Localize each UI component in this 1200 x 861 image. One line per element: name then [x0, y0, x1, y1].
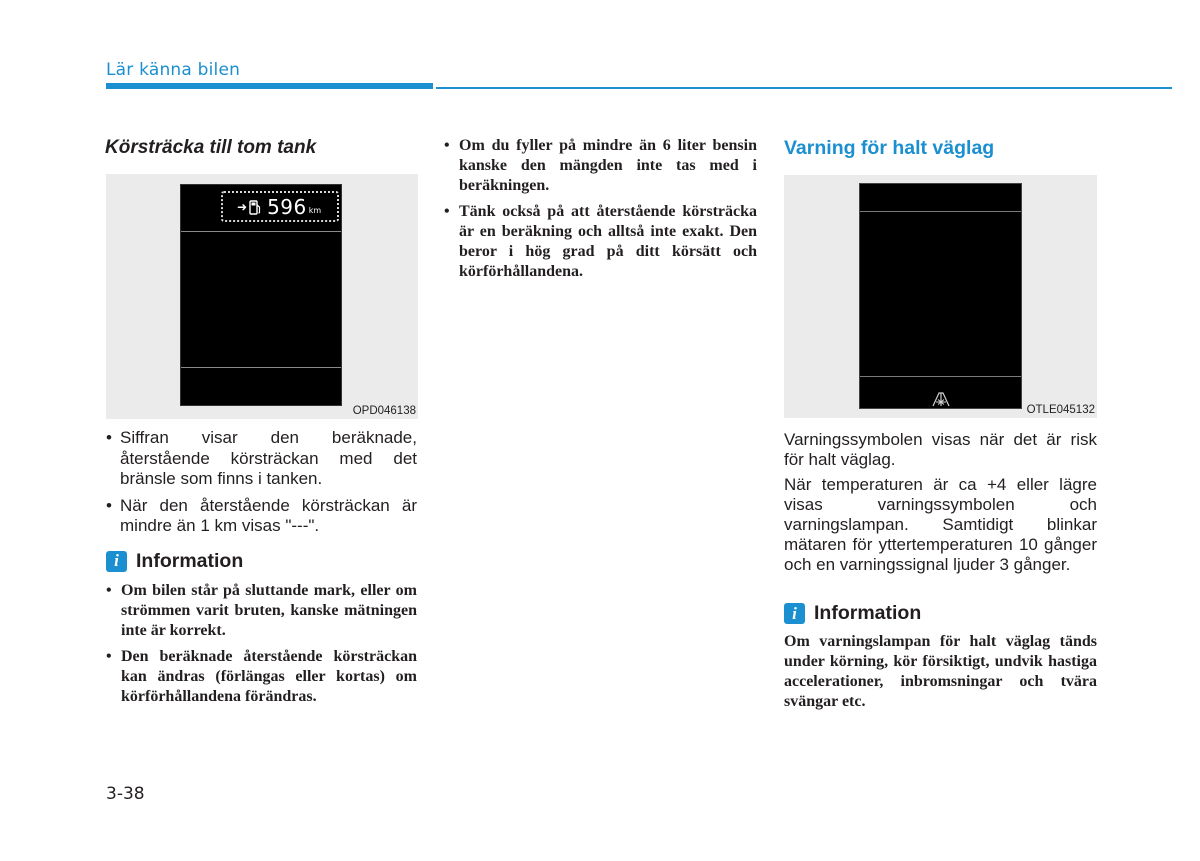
paragraph: Varningssymbolen visas när det är risk för halt väglag. — [784, 430, 1097, 469]
figure-icy-road-warning — [784, 175, 1097, 418]
section-title: Lär känna bilen — [106, 60, 241, 80]
middle-column — [444, 137, 757, 288]
header-rule-thin — [436, 87, 1172, 89]
display-divider — [181, 231, 341, 232]
range-value: 596 — [267, 194, 307, 219]
fuel-pump-icon — [249, 199, 261, 215]
distance-bullets — [106, 428, 417, 537]
list-item: • När den återstående körsträckan är mindre än 1 km visas "---". — [106, 496, 417, 537]
list-item: • Om du fyller på mindre än 6 liter bensin kanske den mängden inte tas med i beräkningen. — [444, 136, 757, 196]
list-item: • Tänk också på att återstående körsträcka är en beräkning och alltså inte exakt. Den beror i hög grad på ditt körsätt och körförhållandena. — [444, 202, 757, 282]
range-unit: km — [308, 206, 322, 215]
heading-icy-road-warning: Varning för halt väglag — [784, 137, 995, 159]
figure-caption: OPD046138 — [352, 405, 416, 417]
list-item: • Den beräknade återstående körsträckan kan ändras (förlängas eller kortas) om körförhållandena förändras. — [106, 647, 417, 707]
info-title: Information — [136, 549, 244, 572]
right-column — [784, 137, 1097, 712]
figure-distance-to-empty — [106, 174, 418, 419]
info-title: Information — [814, 602, 922, 624]
info-heading — [106, 550, 417, 573]
heading-distance-to-empty: Körsträcka till tom tank — [105, 137, 317, 158]
header-rule-thick — [106, 83, 433, 89]
fuel-bullets — [444, 136, 757, 282]
display-divider — [860, 211, 1021, 212]
info-heading — [784, 602, 1097, 625]
info-bullets — [106, 581, 417, 707]
left-column — [106, 137, 417, 713]
range-readout — [221, 191, 339, 222]
list-item: • Om bilen står på sluttande mark, eller om strömmen varit bruten, kanske mätningen inte är korrekt. — [106, 581, 417, 641]
info-icon: i — [106, 551, 127, 572]
list-item: • Siffran visar den beräknade, återstående körsträckan med det bränsle som finns i tanken. — [106, 428, 417, 490]
icy-road-warning-icon — [930, 391, 952, 407]
cluster-display — [859, 183, 1022, 409]
paragraph: När temperaturen är ca +4 eller lägre visas varningssymbolen och varningslampan. Samtidigt blinkar mätaren för yttertemperaturen 10 gånger och en varningssignal ljuder 3 gånger. — [784, 475, 1097, 574]
display-divider — [860, 376, 1021, 377]
page-number: 3-38 — [106, 784, 145, 804]
display-divider — [181, 367, 341, 368]
arrow-icon: ➜ — [237, 199, 248, 214]
info-text: Om varningslampan för halt väglag tänds under körning, kör försiktigt, undvik hastiga accelerationer, inbromsningar och tvära svängar etc. — [784, 633, 1097, 710]
figure-caption: OTLE045132 — [1026, 404, 1095, 416]
info-icon: i — [784, 603, 805, 624]
cluster-display — [180, 184, 342, 406]
